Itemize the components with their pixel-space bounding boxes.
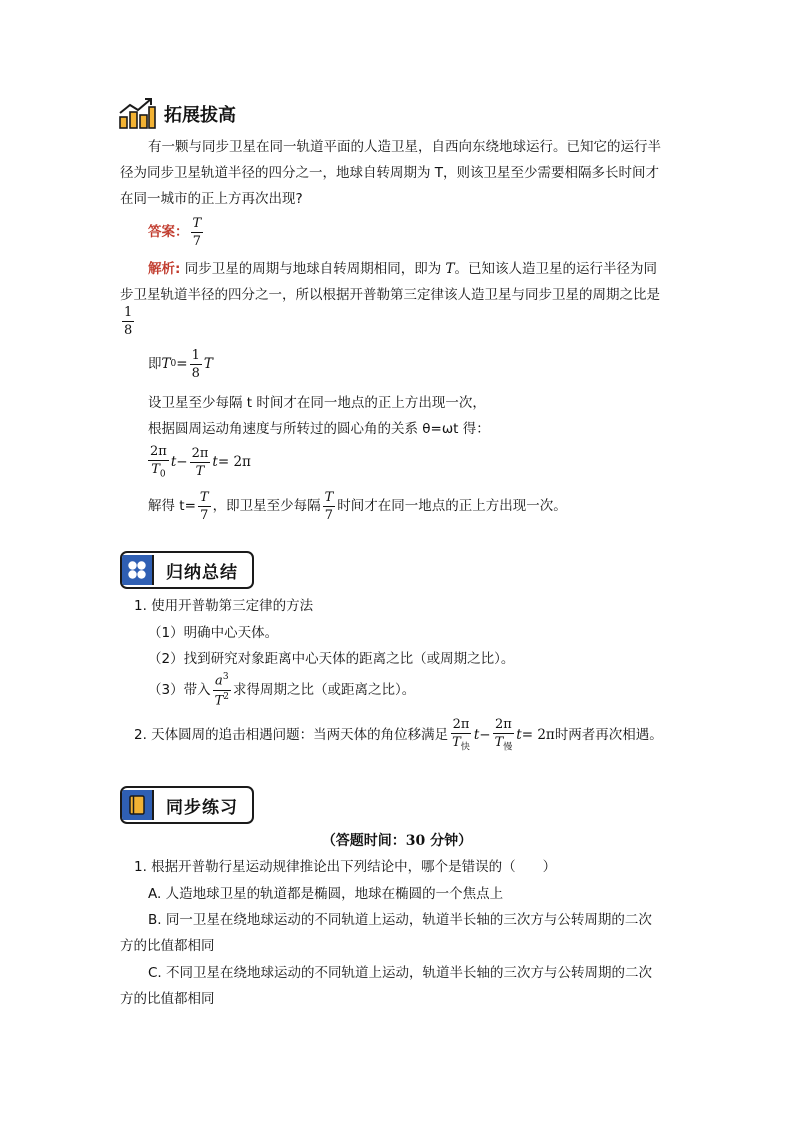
angle-equation: $\frac{2\pi}{T_0}$ t − $\frac{2\pi}{T}$ t = 2π (150, 443, 251, 480)
problem-line-1: 有一颗与同步卫星在同一轨道平面的人造卫星，自西向东绕地球运行。已知它的运行半 (148, 139, 661, 155)
t0-equation: 即 T 0 = $\frac{1}{8}$ T (148, 347, 213, 381)
analysis-line-2: 步卫星轨道半径的四分之一，所以根据开普勒第三定律该人造卫星与同步卫星的周期之比是 (120, 287, 660, 303)
option-b-line-1: B. 同一卫星在绕地球运动的不同轨道上运动，轨道半长轴的三次方与公转周期的二次 (148, 912, 652, 928)
set-line: 设卫星至少每隔 t 时间才在同一地点的正上方出现一次， (148, 395, 486, 411)
summary-sub-3: （3）带入 $\frac{a^3}{T^2}$ 求得周期之比（或距离之比）。 (148, 672, 416, 708)
option-a: A. 人造地球卫星的轨道都是椭圆，地球在椭圆的一个焦点上 (148, 886, 504, 902)
section-tag-practice (120, 786, 254, 824)
question-1: 1. 根据开普勒行星运动规律推论出下列结论中，哪个是错误的（ ） (134, 859, 557, 875)
analysis-line-1: 解析: 同步卫星的周期与地球自转周期相同，即为 T。已知该人造卫星的运行半径为同 (148, 261, 658, 277)
option-b-line-2: 方的比值都相同 (120, 938, 215, 954)
solve-line: 解得 t= $\frac{T}{7}$ ，即卫星至少每隔 $\frac{T}{7}$ 时间才在同一地点的正上方出现一次。 (148, 489, 567, 523)
summary-item-2: 2. 天体圆周的追击相遇问题：当两天体的角位移满足 $\frac{2\pi}{T_快}$ t − $\frac{2\pi}{T_慢}$ t = 2π 时两者再次相遇。 (134, 716, 663, 753)
answer-fraction: $\frac{T}{7}$ (192, 215, 202, 249)
section-title-extension: 拓展拔高 (164, 105, 236, 126)
section-title-summary: 归纳总结 (166, 562, 238, 583)
answer-row (148, 212, 205, 252)
problem-line-3: 在同一城市的正上方再次出现? (120, 191, 303, 207)
problem-line-2: 径为同步卫星轨道半径的四分之一，地球自转周期为 T，则该卫星至少需要相隔多长时间才 (120, 165, 660, 181)
book-icon (122, 790, 154, 820)
summary-item-1: 1. 使用开普勒第三定律的方法 (134, 598, 314, 614)
option-c-line-1: C. 不同卫星在绕地球运动的不同轨道上运动，轨道半长轴的三次方与公转周期的二次 (148, 965, 653, 981)
relation-line: 根据圆周运动角速度与所转过的圆心角的关系 θ=ωt 得： (148, 421, 490, 437)
clover-icon (122, 555, 154, 585)
analysis-label: 解析: (148, 261, 181, 277)
ratio-fraction: $\frac{1}{8}$ (124, 305, 133, 338)
answer-time-note: （答题时间：30 分钟） (321, 833, 473, 849)
trend-chart-icon (118, 97, 156, 129)
summary-sub-2: （2）找到研究对象距离中心天体的距离之比（或周期之比）。 (148, 651, 515, 667)
summary-sub-1: （1）明确中心天体。 (148, 625, 279, 641)
option-c-line-2: 方的比值都相同 (120, 991, 215, 1007)
section-title-practice: 同步练习 (166, 797, 238, 818)
section-tag-summary (120, 551, 254, 589)
answer-label: 答案： (148, 224, 189, 240)
